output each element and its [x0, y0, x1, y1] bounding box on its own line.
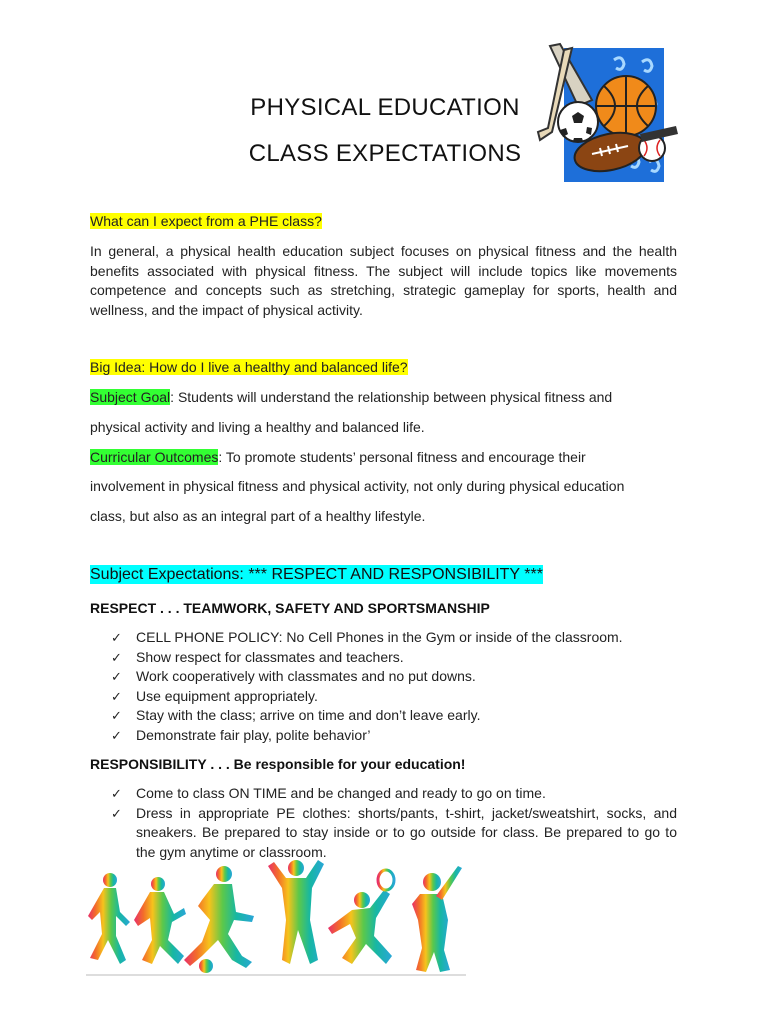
page-title-line2: CLASS EXPECTATIONS [248, 140, 522, 167]
curricular-outcomes-line2: involvement in physical fitness and physical activity, not only during physical education [90, 478, 625, 494]
page-title-line1: PHYSICAL EDUCATION [250, 94, 520, 121]
subject-goal-line2: physical activity and living a healthy and balanced life. [90, 419, 425, 435]
subject-goal-text: : Students will understand the relationship between physical fitness and [170, 389, 613, 405]
check-icon: ✓ [111, 630, 122, 645]
big-idea-text: Big Idea: How do I live a healthy and balanced life? [90, 359, 408, 375]
responsibility-heading: RESPONSIBILITY . . . Be responsible for your education! [90, 756, 466, 772]
check-icon: ✓ [111, 805, 122, 821]
respect-heading: RESPECT . . . TEAMWORK, SAFETY AND SPORTSMANSHIP [90, 600, 490, 616]
list-item: ✓ Dress in appropriate PE clothes: shorts/pants, t-shirt, jacket/sweatshirt, socks, and sneakers. Be prepared to stay inside or to go outside for class. Be prepared to go to the gym anytime or classroom. [111, 804, 677, 860]
list-item: ✓ Use equipment appropriately. [111, 687, 677, 707]
jumping-athlete-silhouette [268, 860, 324, 964]
list-item: ✓ CELL PHONE POLICY: No Cell Phones in the Gym or inside of the classroom. [111, 628, 677, 648]
list-item: ✓ Stay with the class; arrive on time and don’t leave early. [111, 706, 677, 726]
check-icon: ✓ [111, 786, 122, 801]
respect-list [111, 628, 677, 745]
intro-question-text: What can I expect from a PHE class? [90, 213, 322, 229]
responsibility-list [111, 784, 677, 862]
list-item: ✓ Work cooperatively with classmates and no put downs. [111, 667, 677, 687]
list-item: ✓ Show respect for classmates and teachers. [111, 648, 677, 668]
big-idea-question [90, 359, 408, 375]
runner-silhouette-1 [88, 873, 130, 964]
runner-silhouette-2 [134, 877, 186, 964]
list-item: ✓ Demonstrate fair play, polite behavior’ [111, 726, 677, 746]
check-icon: ✓ [111, 727, 122, 743]
curricular-outcomes-line1 [90, 449, 586, 465]
check-icon: ✓ [111, 649, 122, 665]
expectations-heading-text: Subject Expectations: *** RESPECT AND RESPONSIBILITY *** [90, 566, 543, 583]
intro-paragraph: In general, a physical health education subject focuses on physical fitness and the health benefits associated with physical fitness. The subject will include topics like movements competence and concepts such as stretching, strategic gameplay for sports, health and wellness, and the impact of physical activity. [90, 243, 677, 318]
soccer-player-silhouette [184, 866, 254, 973]
check-icon: ✓ [111, 669, 122, 684]
subject-goal-label: Subject Goal [90, 389, 171, 405]
athlete-silhouettes-illustration [86, 860, 466, 978]
intro-question [90, 213, 322, 229]
golfer-silhouette [412, 866, 462, 972]
expectations-heading [90, 566, 543, 584]
check-icon: ✓ [111, 708, 122, 723]
curricular-outcomes-line3: class, but also as an integral part of a healthy lifestyle. [90, 508, 426, 524]
check-icon: ✓ [111, 688, 122, 704]
subject-goal-line1 [90, 389, 612, 405]
tennis-player-silhouette [328, 870, 394, 964]
curricular-outcomes-label: Curricular Outcomes [90, 449, 219, 465]
curricular-outcomes-text: : To promote students’ personal fitness and encourage their [218, 449, 586, 465]
list-item: ✓ Come to class ON TIME and be changed and ready to go on time. [111, 784, 677, 804]
